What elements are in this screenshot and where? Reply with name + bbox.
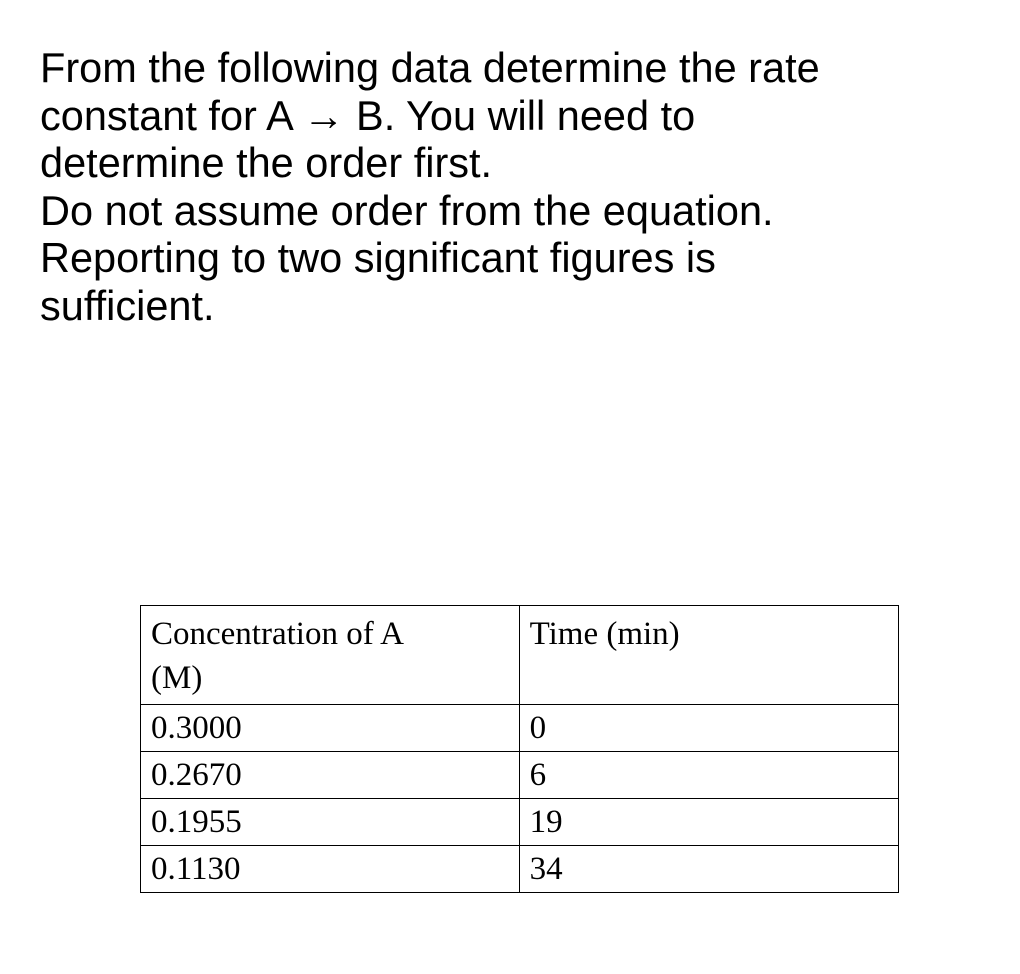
- table-header-row: [141, 606, 899, 705]
- cell-time: 6: [519, 752, 898, 799]
- table-row: [141, 799, 899, 846]
- cell-time: 19: [519, 799, 898, 846]
- problem-line: determine the order first.: [40, 139, 493, 186]
- header-concentration-unit: (M): [151, 660, 203, 696]
- problem-statement: [40, 44, 1000, 329]
- cell-concentration: 0.1130: [141, 846, 520, 893]
- table-row: [141, 705, 899, 752]
- problem-line: From the following data determine the rate: [40, 44, 820, 91]
- header-concentration: [141, 606, 520, 705]
- cell-time: 34: [519, 846, 898, 893]
- cell-time: 0: [519, 705, 898, 752]
- problem-line: Reporting to two significant figures is: [40, 234, 716, 281]
- problem-line: Do not assume order from the equation.: [40, 186, 774, 234]
- header-time: Time (min): [519, 606, 898, 705]
- cell-concentration: 0.1955: [141, 799, 520, 846]
- header-concentration-label: Concentration of A: [151, 616, 404, 652]
- problem-line: sufficient.: [40, 281, 215, 329]
- table-row: [141, 846, 899, 893]
- problem-line: constant for A → B. You will need to: [40, 91, 696, 139]
- table-row: [141, 752, 899, 799]
- cell-concentration: 0.2670: [141, 752, 520, 799]
- data-table: [140, 605, 899, 893]
- cell-concentration: 0.3000: [141, 705, 520, 752]
